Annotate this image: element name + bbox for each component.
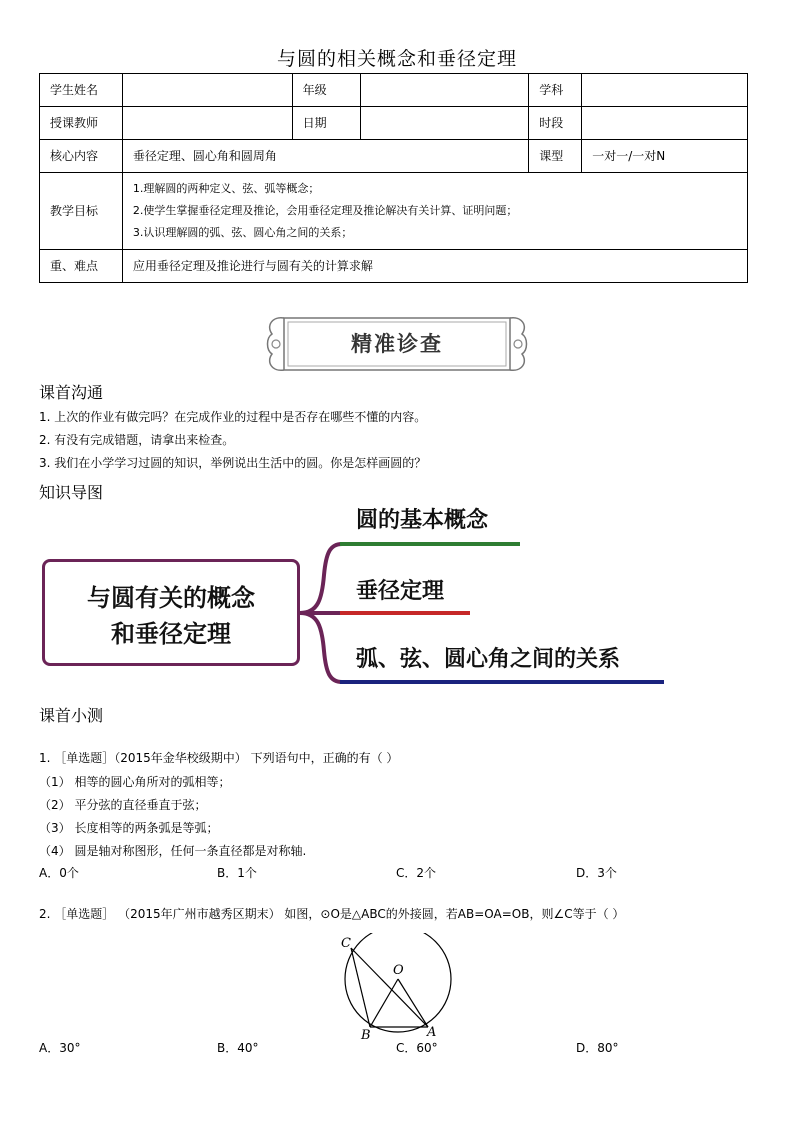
question-1-statement: （1） 相等的圆心角所对的弧相等； bbox=[39, 775, 231, 789]
mindmap-branch-label: 弧、弦、圆心角之间的关系 bbox=[356, 647, 621, 672]
key-points-value: 应用垂径定理及推论进行与圆有关的计算求解 bbox=[122, 250, 747, 283]
banner-title: 精准诊查 bbox=[351, 331, 443, 356]
teaching-goals bbox=[122, 173, 747, 250]
mindmap-center-line: 与圆有关的概念 bbox=[87, 584, 255, 612]
communication-item: 1. 上次的作业有做完吗？在完成作业的过程中是否存在哪些不懂的内容。 bbox=[39, 410, 427, 424]
grade-label: 年级 bbox=[292, 74, 360, 107]
question-2-option-a[interactable]: A．30° bbox=[39, 1041, 81, 1055]
question-1-option-d[interactable]: D．3个 bbox=[576, 866, 617, 880]
goal-item: 1.理解圆的两种定义、弦、弧等概念； bbox=[132, 182, 320, 195]
question-2-stem: 2. ［单选题］ （2015年广州市越秀区期末） 如图，⊙O是△ABC的外接圆，若AB=OA=OB，则∠C等于（ ） bbox=[39, 907, 625, 921]
subject-label: 学科 bbox=[529, 74, 582, 107]
question-2-option-b[interactable]: B．40° bbox=[217, 1041, 259, 1055]
mindmap-branch-label: 圆的基本概念 bbox=[356, 508, 489, 533]
student-name-label: 学生姓名 bbox=[40, 74, 123, 107]
section-heading-knowledge-map: 知识导图 bbox=[39, 483, 104, 502]
section-heading-communication: 课首沟通 bbox=[39, 383, 104, 402]
page-title: 与圆的相关概念和垂径定理 bbox=[276, 48, 517, 70]
mindmap-center-node bbox=[42, 559, 300, 666]
core-content-label: 核心内容 bbox=[40, 140, 123, 173]
question-1-option-c[interactable]: C．2个 bbox=[396, 866, 437, 880]
period-label: 时段 bbox=[529, 107, 582, 140]
communication-item: 2. 有没有完成错题，请拿出来检查。 bbox=[39, 433, 235, 447]
teacher-field[interactable] bbox=[122, 107, 292, 140]
date-field[interactable] bbox=[360, 107, 529, 140]
student-name-field[interactable] bbox=[122, 74, 292, 107]
section-banner bbox=[262, 312, 532, 376]
lesson-type-label: 课型 bbox=[529, 140, 582, 173]
goal-item: 3.认识理解圆的弧、弦、圆心角之间的关系； bbox=[132, 226, 353, 239]
mindmap-center-line: 和垂径定理 bbox=[111, 620, 231, 648]
period-field[interactable] bbox=[582, 107, 748, 140]
core-content-value: 垂径定理、圆心角和圆周角 bbox=[122, 140, 528, 173]
lesson-type-value: 一对一/一对N bbox=[582, 140, 748, 173]
key-points-label: 重、难点 bbox=[40, 250, 123, 283]
question-1-option-a[interactable]: A．0个 bbox=[39, 866, 79, 880]
date-label: 日期 bbox=[292, 107, 360, 140]
course-info-table bbox=[39, 73, 748, 283]
question-1-stem: 1. ［单选题］（2015年金华校级期中） 下列语句中，正确的有（ ） bbox=[39, 751, 399, 765]
section-heading-quiz: 课首小测 bbox=[39, 706, 104, 725]
question-2-option-c[interactable]: C．60° bbox=[396, 1041, 438, 1055]
goal-item: 2.使学生掌握垂径定理及推论，会用垂径定理及推论解决有关计算、证明问题； bbox=[132, 204, 518, 217]
mindmap-branch-bar bbox=[340, 542, 520, 546]
mindmap-branch-label: 垂径定理 bbox=[356, 579, 445, 604]
question-1-option-b[interactable]: B．1个 bbox=[217, 866, 257, 880]
mindmap-branch-bar bbox=[340, 680, 664, 684]
teacher-label: 授课教师 bbox=[40, 107, 123, 140]
figure-label-c: C bbox=[341, 936, 351, 951]
communication-item: 3. 我们在小学学习过圆的知识，举例说出生活中的圆。你是怎样画圆的？ bbox=[39, 456, 427, 470]
figure-label-o: O bbox=[393, 963, 404, 978]
question-1-statement: （2） 平分弦的直径垂直于弦； bbox=[39, 798, 207, 812]
circle-figure bbox=[336, 933, 460, 1041]
subject-field[interactable] bbox=[582, 74, 748, 107]
question-1-statement: （3） 长度相等的两条弧是等弧； bbox=[39, 821, 219, 835]
question-1-statement: （4） 圆是轴对称图形，任何一条直径都是对称轴. bbox=[39, 844, 307, 858]
mindmap-branch-bar bbox=[340, 611, 470, 615]
teaching-goals-label: 教学目标 bbox=[40, 173, 123, 250]
figure-label-a: A bbox=[427, 1025, 437, 1040]
figure-label-b: B bbox=[361, 1028, 371, 1041]
grade-field[interactable] bbox=[360, 74, 529, 107]
question-2-option-d[interactable]: D．80° bbox=[576, 1041, 619, 1055]
